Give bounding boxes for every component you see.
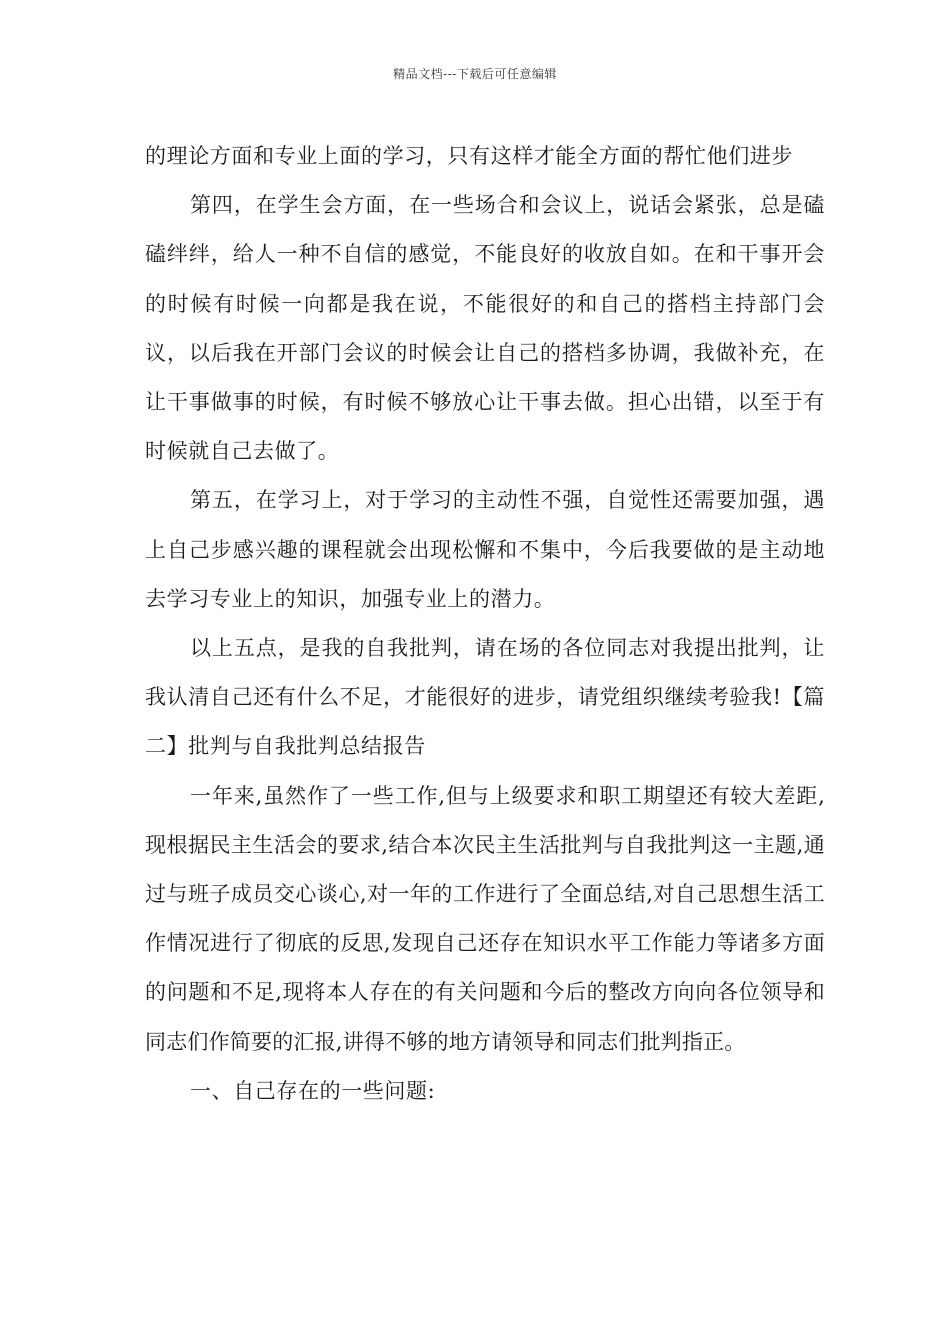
paragraph-fourth-point: 第四，在学生会方面，在一些场合和会议上，说话会紧张，总是磕磕绊绊，给人一种不自信的感觉，不能良好的收放自如。在和干事开会的时候有时候一向都是我在说，不能很好的和自己的搭档主持部门会议，以后我在开部门会议的时候会让自己的搭档多协调，我做补充，在让干事做事的时候，有时候不够放心让干事去做。担心出错，以至于有时候就自己去做了。: [145, 193, 825, 464]
paragraph-report-intro: 一年来,虽然作了一些工作,但与上级要求和职工期望还有较大差距,现根据民主生活会的要求,结合本次民主生活批判与自我批判这一主题,通过与班子成员交心谈心,对一年的工作进行了全面总结,对自己思想生活工作情况进行了彻底的反思,发现自己还存在知识水平工作能力等诸多方面的问题和不足,现将本人存在的有关问题和今后的整改方向向各位领导和同志们作简要的汇报,讲得不够的地方请领导和同志们批判指正。: [145, 783, 825, 1054]
document-body: [145, 132, 825, 1116]
section-heading-problems: 一、自己存在的一些问题:: [190, 1078, 436, 1103]
page-header: 精品文档---下载后可任意编辑: [393, 67, 557, 81]
paragraph-fifth-point: 第五，在学习上，对于学习的主动性不强，自觉性还需要加强，遇上自己步感兴趣的课程就会出现松懈和不集中，今后我要做的是主动地去学习专业上的知识，加强专业上的潜力。: [145, 488, 825, 611]
paragraph-continuation: 的理论方面和专业上面的学习，只有这样才能全方面的帮忙他们进步: [145, 144, 793, 168]
paragraph-summary: 以上五点，是我的自我批判，请在场的各位同志对我提出批判，让我认清自己还有什么不足，才能很好的进步，请党组织继续考验我!【篇二】批判与自我批判总结报告: [145, 636, 825, 759]
